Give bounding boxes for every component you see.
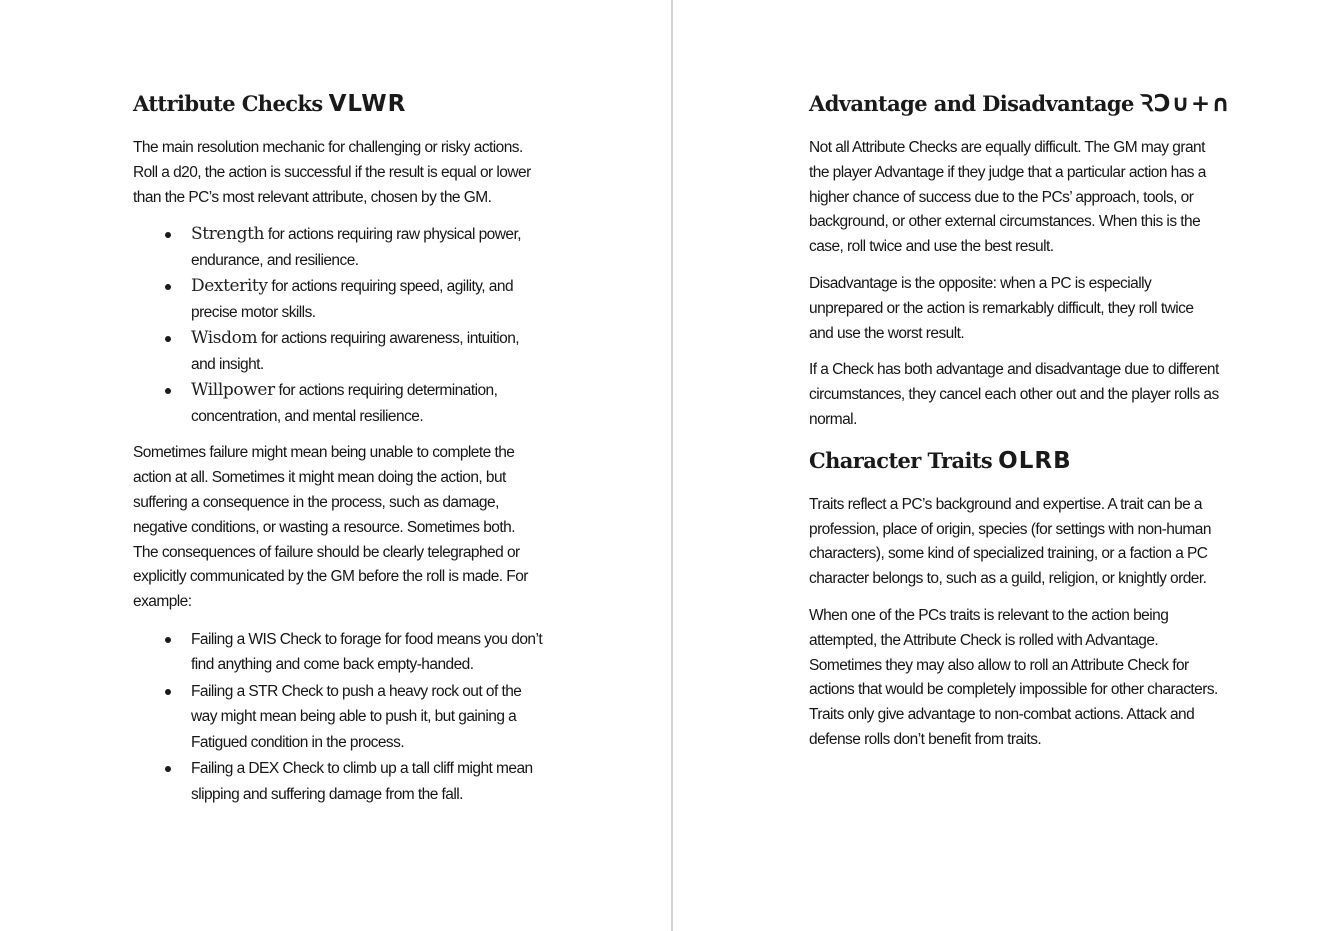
advantage-paragraph-1: Not all Attribute Checks are equally difficult. The GM may grant the player Advantage if they judge that a particular action has a higher chance of success due to the PCs’ approach, tools, or background, or other external circumstances. When this is the case, roll twice and use the best result. — [809, 139, 1206, 256]
character-traits-title: Character Traits — [809, 447, 993, 473]
attribute-name-strength: Strength — [191, 224, 265, 245]
failure-paragraph: Sometimes failure might mean being unable to complete the action at all. Sometimes it might mean doing the action, but suffering a consequence in the process, such as damage, negative conditions, or wasting a resource. Sometimes both. The consequences of failure should be clearly telegraphed or explicitly communicated by the GM before the roll is made. For example: — [133, 444, 528, 611]
character-traits-heading — [809, 445, 1219, 477]
list-item-example-str — [133, 679, 543, 756]
bullet-icon — [165, 232, 171, 238]
attribute-name-wisdom: Wisdom — [191, 328, 258, 349]
advantage-paragraph-2: Disadvantage is the opposite: when a PC is especially unprepared or the action is remarkably difficult, they roll twice and use the worst result. — [809, 274, 1194, 342]
list-item-willpower — [133, 378, 543, 429]
left-column — [133, 88, 543, 819]
character-traits-runes: OLRB — [998, 447, 1072, 474]
attribute-desc-dexterity: for actions requiring speed, agility, and precise motor skills. — [191, 278, 514, 321]
page-divider — [671, 0, 673, 931]
attribute-checks-heading — [133, 88, 543, 120]
right-column — [809, 88, 1231, 765]
bullet-icon — [165, 766, 171, 772]
right-page — [674, 0, 1341, 931]
attribute-desc-wisdom: for actions requiring awareness, intuition, and insight. — [191, 330, 520, 373]
attribute-checks-title: Attribute Checks — [133, 91, 323, 116]
example-text: Failing a WIS Check to forage for food means you don’t find anything and come back empty-handed. — [191, 630, 543, 674]
advantage-heading — [809, 88, 1231, 120]
attribute-checks-runes: VLWR — [328, 91, 407, 117]
traits-paragraph-2: When one of the PCs traits is relevant to the action being attempted, the Attribute Check is rolled with Advantage. Sometimes they may also allow to roll an Attribute Check for actions that would be completely impossible for other characters. Traits only give advantage to non-combat actions. Attack and defense rolls don’t benefit from traits. — [809, 606, 1218, 748]
attribute-desc-strength: for actions requiring raw physical power, endurance, and resilience. — [191, 226, 521, 269]
example-text: Failing a DEX Check to climb up a tall cliff might mean slipping and suffering damage from the fall. — [191, 760, 533, 803]
advantage-title: Advantage and Disadvantage — [809, 91, 1134, 116]
traits-paragraph-1: Traits reflect a PC’s background and expertise. A trait can be a profession, place of origin, species (for settings with non-human characters), some kind of specialized training, or a faction a PC character belongs to, such as a guild, religion, or knightly order. — [809, 495, 1211, 588]
list-item-example-dex — [133, 756, 543, 807]
bullet-icon — [165, 284, 171, 290]
advantage-paragraph-3: If a Check has both advantage and disadvantage due to different circumstances, they cancel each other out and the player rolls as normal. — [809, 361, 1219, 428]
list-item-dexterity — [133, 274, 543, 325]
intro-paragraph: The main resolution mechanic for challenging or risky actions. Roll a d20, the action is successful if the result is equal or lower than the PC’s most relevant attribute, chosen by the GM. — [133, 139, 531, 206]
examples-list — [133, 627, 543, 808]
list-item-wisdom — [133, 326, 543, 377]
bullet-icon — [165, 388, 171, 394]
attribute-name-dexterity: Dexterity — [191, 276, 268, 297]
bullet-icon — [165, 336, 171, 342]
attribute-desc-willpower: for actions requiring determination, concentration, and mental resilience. — [191, 382, 498, 425]
attribute-name-willpower: Willpower — [191, 380, 275, 401]
attribute-list — [133, 222, 543, 429]
advantage-runes: ꝚϽ∪+∩ — [1139, 91, 1231, 117]
bullet-icon — [165, 637, 171, 643]
list-item-example-wis — [133, 627, 543, 678]
bullet-icon — [165, 689, 171, 695]
example-text: Failing a STR Check to push a heavy rock out of the way might mean being able to push it, but gaining a Fatigued condition in the process. — [191, 682, 522, 751]
list-item-strength — [133, 222, 543, 273]
